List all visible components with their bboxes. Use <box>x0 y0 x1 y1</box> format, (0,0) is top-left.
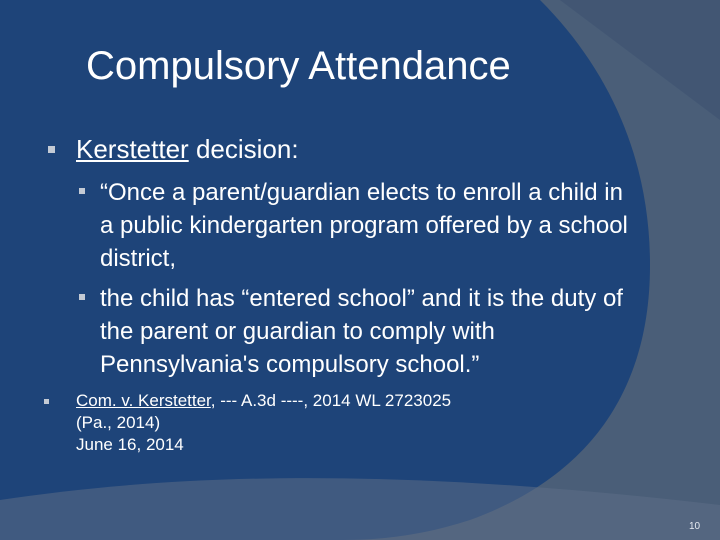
citation-lines <box>76 390 451 456</box>
citation-line-2: (Pa., 2014) <box>76 413 161 432</box>
bullet-square-icon <box>79 294 85 300</box>
citation-line-1 <box>76 390 451 412</box>
sub-bullet-text: “Once a parent/guardian elects to enroll a child in a public kindergarten program offered by a school district, <box>100 179 628 272</box>
sub-bullet-item <box>79 176 639 275</box>
citation-line-3: June 16, 2014 <box>76 435 184 454</box>
citation <box>40 390 451 456</box>
sub-bullet-item <box>79 282 639 381</box>
bullet-square-icon <box>48 146 55 153</box>
kerstetter-link[interactable]: Kerstetter <box>76 134 189 164</box>
sub-bullet-text: the child has “entered school” and it is the duty of the parent or guardian to comply with Pennsylvania's compulsory school.” <box>100 285 623 378</box>
page-number: 10 <box>689 521 701 532</box>
bullet-square-icon <box>79 188 85 194</box>
sub-bullet-list <box>79 176 639 388</box>
citation-line-1-rest: , --- A.3d ----, 2014 WL 2723025 <box>210 391 452 410</box>
main-bullet-rest: decision: <box>188 134 299 164</box>
slide-title: Compulsory Attendance <box>86 44 511 88</box>
main-bullet-text <box>76 134 299 164</box>
case-link[interactable]: Com. v. Kerstetter <box>76 391 211 410</box>
main-bullet <box>44 134 299 165</box>
bullet-square-icon <box>44 399 49 404</box>
